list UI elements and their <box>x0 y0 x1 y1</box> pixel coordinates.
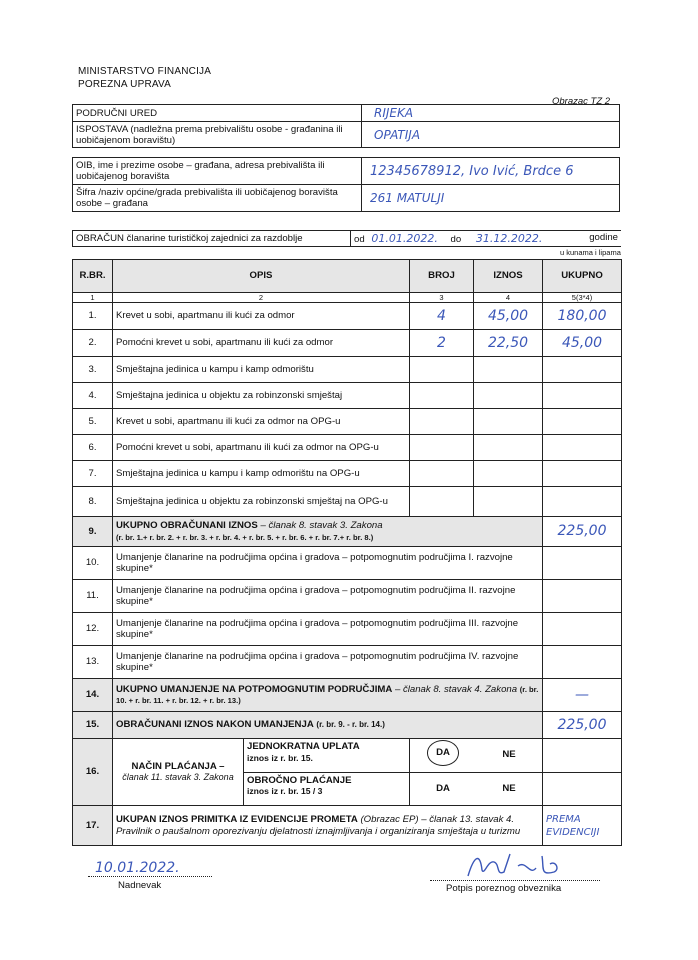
installment-payment-label: OBROČNO PLAĆANJE <box>247 774 352 786</box>
row-description: Umanjenje članarine na područjima općina i gradova – potpomognutim područjima II. razvojne skupine* <box>113 580 543 613</box>
oib-value: 12345678912, Ivo Ivić, Brdce 6 <box>362 158 620 185</box>
table-row <box>73 580 622 613</box>
amount-after-reduction-title: OBRAČUNANI IZNOS NAKON UMANJENJA <box>116 719 314 731</box>
total-calculated-title: UKUPNO OBRAČUNANI IZNOS <box>116 520 258 531</box>
row-number: 14. <box>73 679 113 712</box>
row-description: Pomoćni krevet u sobi, apartmanu ili kući za odmor na OPG-u <box>113 435 410 461</box>
amount-after-reduction-formula: (r. br. 9. - r. br. 14.) <box>316 720 385 730</box>
column-number-row <box>73 293 622 303</box>
table-row <box>73 383 622 409</box>
total-reduction-sub: – članak 8. stavak 4. Zakona <box>392 683 518 695</box>
row-total <box>543 435 622 461</box>
table-row <box>73 487 622 517</box>
total-reduction-title: UKUPNO UMANJENJE NA POTPOMOGNUTIM PODRUČJIMA <box>116 683 393 695</box>
total-reduction-value: — <box>543 679 622 712</box>
header-broj: BROJ <box>410 260 474 293</box>
installment-payment-sub: iznos iz r. br. 15 / 3 <box>247 786 323 796</box>
row-number: 10. <box>73 547 113 580</box>
row-number: 16. <box>73 739 113 806</box>
row-total <box>543 409 622 435</box>
total-calculated-value: 225,00 <box>543 517 622 547</box>
period-od: od <box>354 234 365 245</box>
colnum-5: 5(3*4) <box>543 293 622 303</box>
row-number: 9. <box>73 517 113 547</box>
turnover-record-row <box>73 806 622 846</box>
table-row <box>73 435 622 461</box>
period-date-from: 01.01.2022. <box>371 232 438 245</box>
row-total <box>543 646 622 679</box>
row-total <box>543 487 622 517</box>
total-reduction-formula: (r. br. 10. + r. br. 11. + r. br. 12. + r. br. 13.) <box>116 684 539 705</box>
row-description: Smještajna jedinica u objektu za robinzonski smještaj na OPG-u <box>113 487 410 517</box>
row-number: 13. <box>73 646 113 679</box>
row-amount <box>474 409 543 435</box>
taxpayer-table <box>72 157 620 212</box>
header-row <box>73 260 622 293</box>
row-total <box>543 461 622 487</box>
office-value: RIJEKA <box>362 105 620 122</box>
row-amount <box>474 383 543 409</box>
table-row <box>73 303 622 330</box>
one-time-payment-label: JEDNOKRATNA UPLATA <box>247 741 360 752</box>
row-total <box>543 357 622 383</box>
table-row <box>73 330 622 357</box>
payment-method-row-one <box>73 739 622 773</box>
signature-label: Potpis poreznog obveznika <box>446 883 562 894</box>
row-total <box>543 580 622 613</box>
amount-after-reduction-row <box>73 712 622 739</box>
colnum-3: 3 <box>410 293 474 303</box>
row-number: 17. <box>73 806 113 846</box>
turnover-record-text: (Obrazac EP) – članak 13. stavak 4. Pravilnik o paušalnom oporezivanju djelatnosti iznajmljivanja i organiziranja smještaja u turizmu <box>116 814 521 837</box>
turnover-record-value-line2: EVIDENCIJI <box>546 826 600 838</box>
table-row <box>73 461 622 487</box>
row-total: 180,00 <box>543 303 622 330</box>
row-total <box>543 613 622 646</box>
row-number: 3. <box>73 357 113 383</box>
one-time-da-option[interactable]: DA <box>427 740 459 766</box>
row-total <box>543 547 622 580</box>
payment-method-sub: članak 11. stavak 3. Zakona <box>122 772 234 783</box>
total-calculated-sub: – članak 8. stavak 3. Zakona <box>257 520 383 531</box>
period-date-to: 31.12.2022. <box>475 232 543 245</box>
signature-icon <box>460 846 570 882</box>
row-total <box>543 383 622 409</box>
row-count <box>410 383 474 409</box>
row-number: 5. <box>73 409 113 435</box>
table-row <box>73 409 622 435</box>
period-label: OBRAČUN članarine turističkoj zajednici za razdoblje <box>73 231 351 247</box>
period-godine: godine <box>589 232 618 243</box>
row-count <box>410 357 474 383</box>
amount-after-reduction-value: 225,00 <box>543 712 622 739</box>
office-table <box>72 104 620 148</box>
turnover-record-title: UKUPAN IZNOS PRIMITKA IZ EVIDENCIJE PROMETA <box>116 814 358 825</box>
row-description: Umanjenje članarine na područjima općina i gradova – potpomognutim područjima IV. razvojne skupine* <box>113 646 543 679</box>
row-description: Krevet u sobi, apartmanu ili kući za odmor na OPG-u <box>113 409 410 435</box>
row-count: 4 <box>410 303 474 330</box>
office-label: PODRUČNI URED <box>73 105 362 122</box>
calculation-table <box>72 259 622 846</box>
ministry-name: MINISTARSTVO FINANCIJA <box>78 66 212 77</box>
header-opis: OPIS <box>113 260 410 293</box>
header-rbr: R.BR. <box>73 260 113 293</box>
footer-date: 10.01.2022. <box>95 860 180 876</box>
payment-method-title: NAČIN PLAĆANJA – <box>131 760 225 772</box>
one-time-payment-sub: iznos iz r. br. 15. <box>247 752 313 763</box>
row-number: 4. <box>73 383 113 409</box>
row-total: 45,00 <box>543 330 622 357</box>
turnover-record-value-line1: PREMA <box>546 813 581 825</box>
row-number: 15. <box>73 712 113 739</box>
row-amount: 45,00 <box>474 303 543 330</box>
date-label: Nadnevak <box>118 880 162 891</box>
row-number: 2. <box>73 330 113 357</box>
row-description: Smještajna jedinica u kampu i kamp odmorištu <box>113 357 410 383</box>
header-ukupno: UKUPNO <box>543 260 622 293</box>
administration-name: POREZNA UPRAVA <box>78 79 172 90</box>
row-description: Umanjenje članarine na područjima općina i gradova – potpomognutim područjima III. razvojne skupine* <box>113 613 543 646</box>
row-amount <box>474 461 543 487</box>
row-description: Krevet u sobi, apartmanu ili kući za odmor <box>113 303 410 330</box>
form-code: Obrazac TZ 2 <box>552 96 611 107</box>
row-amount <box>474 487 543 517</box>
row-count <box>410 487 474 517</box>
branch-label: ISPOSTAVA (nadležna prema prebivalištu osobe - građanina ili uobičajenom boravištu) <box>73 122 362 148</box>
header-iznos: IZNOS <box>474 260 543 293</box>
row-description: Pomoćni krevet u sobi, apartmanu ili kući za odmor <box>113 330 410 357</box>
row-amount <box>474 357 543 383</box>
municipality-value: 261 MATULJI <box>362 185 620 212</box>
row-number: 1. <box>73 303 113 330</box>
row-number: 8. <box>73 487 113 517</box>
table-row <box>73 613 622 646</box>
installment-ne-option[interactable]: NE <box>502 783 516 794</box>
municipality-label: Šifra /naziv općine/grada prebivališta ili uobičajenog boravišta osobe – građana <box>73 185 362 212</box>
currency-note: u kunama i lipama <box>560 248 621 257</box>
row-description: Smještajna jedinica u objektu za robinzonski smještaj <box>113 383 410 409</box>
colnum-2: 2 <box>113 293 410 303</box>
row-number: 7. <box>73 461 113 487</box>
table-row <box>73 547 622 580</box>
row-amount <box>474 435 543 461</box>
colnum-4: 4 <box>474 293 543 303</box>
total-reduction-row <box>73 679 622 712</box>
colnum-1: 1 <box>73 293 113 303</box>
one-time-ne-option[interactable]: NE <box>502 749 516 761</box>
row-number: 6. <box>73 435 113 461</box>
row-number: 12. <box>73 613 113 646</box>
table-row <box>73 357 622 383</box>
row-count <box>410 409 474 435</box>
installment-da-option[interactable]: DA <box>436 783 450 794</box>
branch-value: OPATIJA <box>362 122 620 148</box>
date-line <box>88 876 212 877</box>
row-number: 11. <box>73 580 113 613</box>
table-row <box>73 646 622 679</box>
oib-label: OIB, ime i prezime osobe – građana, adresa prebivališta ili uobičajenog boravišta <box>73 158 362 185</box>
row-count: 2 <box>410 330 474 357</box>
period-table <box>72 230 621 247</box>
row-amount: 22,50 <box>474 330 543 357</box>
total-calculated-formula: (r. br. 1.+ r. br. 2. + r. br. 3. + r. br. 4. + r. br. 5. + r. br. 6. + r. br. 7.+ r. br. 8.) <box>116 532 374 542</box>
row-description: Umanjenje članarine na područjima općina i gradova – potpomognutim područjima I. razvojne skupine* <box>113 547 543 580</box>
total-calculated-row <box>73 517 622 547</box>
signature-line <box>430 880 600 881</box>
row-count <box>410 461 474 487</box>
period-do: do <box>450 234 462 245</box>
row-count <box>410 435 474 461</box>
row-description: Smještajna jedinica u kampu i kamp odmorištu na OPG-u <box>113 461 410 487</box>
